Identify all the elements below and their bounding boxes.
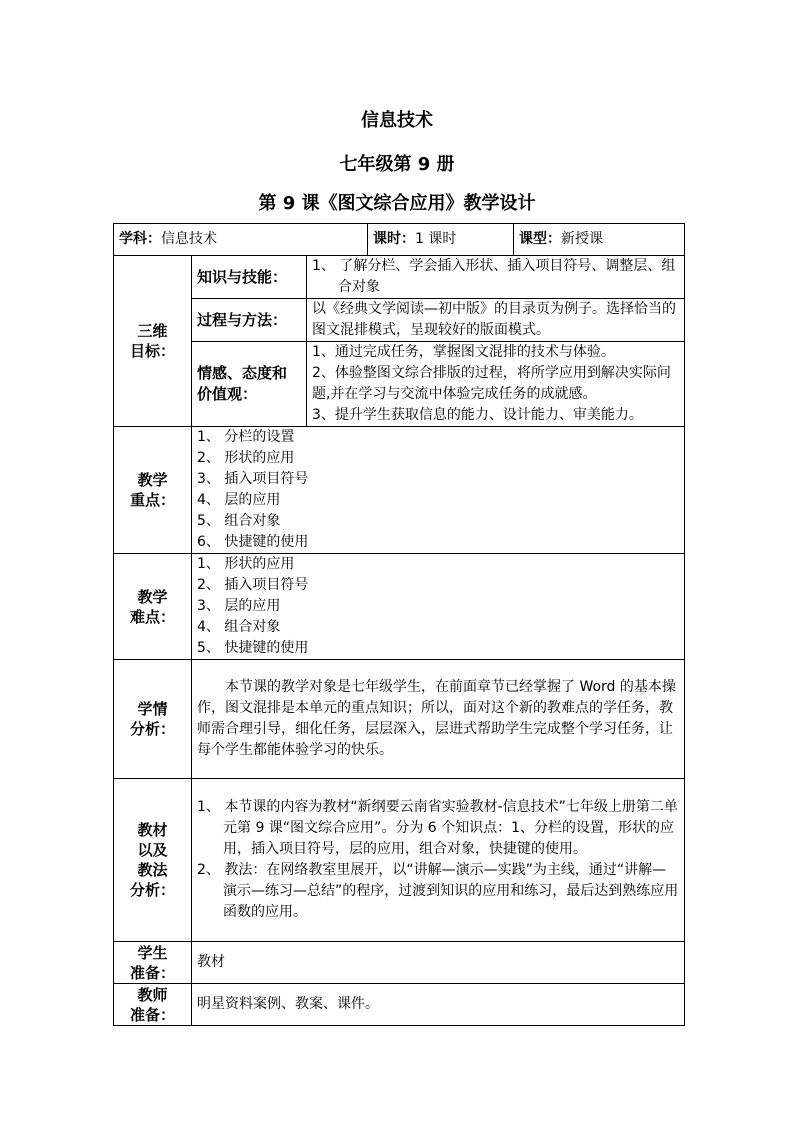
lesson-plan-table bbox=[113, 223, 685, 1026]
difficulties-label: 教学 难点： bbox=[114, 554, 192, 660]
hours-label: 课时： bbox=[373, 231, 416, 247]
hours-cell bbox=[368, 224, 514, 256]
difficulties-list bbox=[192, 554, 685, 660]
difficulties-row bbox=[114, 554, 685, 660]
teacher-prep-row bbox=[114, 984, 685, 1026]
goal-knowledge-row bbox=[114, 256, 685, 299]
analysis-label: 学情 分析： bbox=[114, 660, 192, 779]
analysis-row bbox=[114, 660, 685, 779]
goal-process-row bbox=[114, 299, 685, 342]
key-points-row bbox=[114, 427, 685, 554]
list-item: 4、 层的应用 bbox=[197, 492, 281, 508]
subject-label: 学科： bbox=[119, 231, 161, 247]
list-item: 2、体验整图文综合排版的过程，将所学应用到解决实际问题,并在学习与交流中体验完成任务的成就感。 bbox=[312, 365, 671, 402]
emotion-text bbox=[307, 342, 685, 427]
doc-title: 信息技术 bbox=[361, 110, 433, 131]
lesson-title: 第 9 课《图文综合应用》教学设计 bbox=[258, 193, 536, 214]
materials-label: 教材 以及 教法 分析： bbox=[114, 779, 192, 942]
list-item: 1、 本节课的内容为教材“新纲要云南省实验教材-信息技术”七年级上册第二单元第 9 课“图文综合应用”。分为 6 个知识点：1、分栏的设置，形状的应用，插入项目符号，层的应用，组合对象，快捷键的使用。 bbox=[197, 799, 678, 857]
list-item: 1、 分栏的设置 bbox=[197, 429, 295, 445]
type-value: 新授课 bbox=[561, 231, 604, 247]
teacher-prep-label: 教师 准备： bbox=[114, 984, 192, 1026]
list-item: 3、提升学生获取信息的能力、设计能力、审美能力。 bbox=[312, 407, 643, 423]
list-item: 6、 快捷键的使用 bbox=[197, 534, 309, 550]
process-text: 以《经典文学阅读—初中版》的目录页为例子。选择恰当的图文混排模式，呈现较好的版面模式。 bbox=[307, 299, 685, 342]
goal-emotion-row bbox=[114, 342, 685, 427]
emotion-label: 情感、态度和 价值观： bbox=[192, 342, 307, 427]
type-cell bbox=[514, 224, 685, 256]
materials-row bbox=[114, 779, 685, 942]
grade-title: 七年级第 9 册 bbox=[339, 154, 455, 175]
analysis-text: 本节课的教学对象是七年级学生，在前面章节已经掌握了 Word 的基本操作，图文混排是本单元的重点知识；所以，面对这个新的教难点的学任务，教师需合理引导，细化任务，层层深入，层进式帮助学生完成整个学习任务，让每个学生都能体验学习的快乐。 bbox=[192, 660, 685, 779]
student-prep-label: 学生 准备： bbox=[114, 942, 192, 984]
subject-value: 信息技术 bbox=[161, 231, 217, 247]
list-item: 3、 层的应用 bbox=[197, 598, 281, 614]
list-item: 2、 形状的应用 bbox=[197, 450, 295, 466]
key-points-label: 教学 重点： bbox=[114, 427, 192, 554]
materials-text bbox=[192, 779, 685, 942]
hours-value: 1 课时 bbox=[415, 231, 457, 247]
student-prep-row bbox=[114, 942, 685, 984]
list-item: 1、 形状的应用 bbox=[197, 556, 295, 572]
list-item: 1、通过完成任务，掌握图文混排的技术与体验。 bbox=[312, 344, 615, 360]
list-item: 4、 组合对象 bbox=[197, 619, 281, 635]
knowledge-text: 1、 了解分栏、学会插入形状、插入项目符号、调整层、组合对象 bbox=[307, 256, 685, 299]
list-item: 2、 插入项目符号 bbox=[197, 577, 309, 593]
goals-label: 三维 目标： bbox=[114, 256, 192, 427]
list-item: 3、 插入项目符号 bbox=[197, 471, 309, 487]
type-label: 课型： bbox=[519, 231, 562, 247]
list-item: 5、 快捷键的使用 bbox=[197, 640, 309, 656]
key-points-list bbox=[192, 427, 685, 554]
list-item: 5、 组合对象 bbox=[197, 513, 281, 529]
teacher-prep-text: 明星资料案例、教案、课件。 bbox=[192, 984, 685, 1026]
student-prep-text: 教材 bbox=[192, 942, 685, 984]
knowledge-label: 知识与技能： bbox=[192, 256, 307, 299]
list-item: 2、 教法：在网络教室里展开，以“讲解—演示—实践”为主线，通过“讲解—演示—练习—总结”的程序，过渡到知识的应用和练习，最后达到熟练应用函数的应用。 bbox=[197, 862, 679, 920]
process-label: 过程与方法： bbox=[192, 299, 307, 342]
subject-cell bbox=[114, 224, 368, 256]
info-row bbox=[114, 224, 685, 256]
